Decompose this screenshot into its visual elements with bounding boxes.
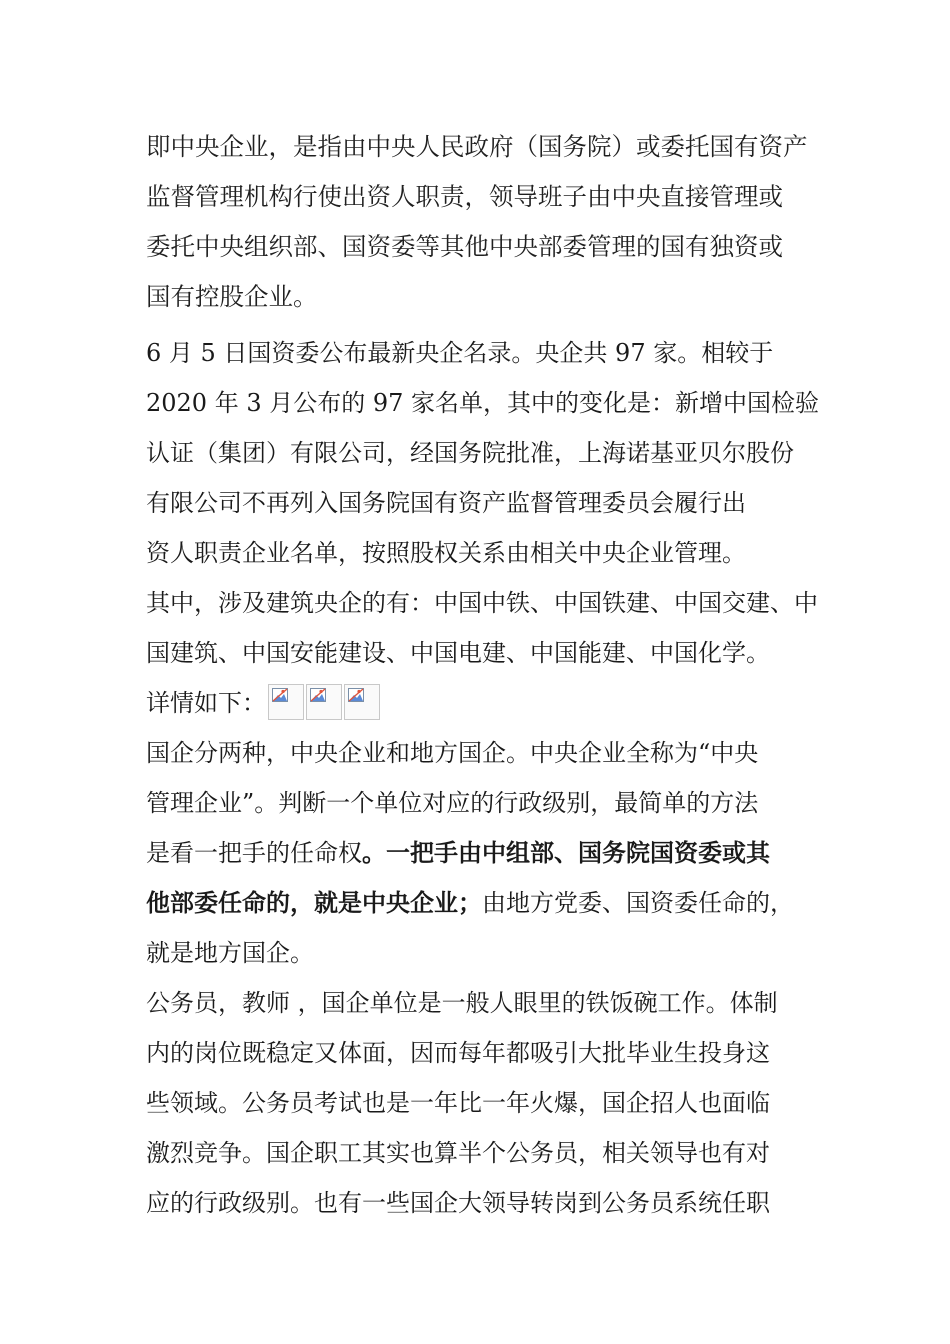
text-line: 2020 年 3 月公布的 97 家名单，其中的变化是：新增中国检验 bbox=[146, 389, 820, 417]
text-run: 由地方党委、国资委任命的， bbox=[482, 889, 794, 917]
text-line: 激烈竞争。国企职工其实也算半个公务员，相关领导也有对 bbox=[146, 1139, 770, 1167]
broken-image-icon[interactable] bbox=[268, 684, 304, 720]
text-line: 监督管理机构行使出资人职责，领导班子由中央直接管理或 bbox=[146, 182, 783, 211]
text-line: 国企分两种，中央企业和地方国企。中央企业全称为“中央 bbox=[146, 739, 759, 767]
text-line: 些领域。公务员考试也是一年比一年火爆，国企招人也面临 bbox=[146, 1089, 770, 1117]
text-line bbox=[146, 878, 810, 928]
paragraph-soe-types bbox=[146, 728, 810, 978]
broken-image-icon[interactable] bbox=[306, 684, 342, 720]
broken-image-icon[interactable] bbox=[344, 684, 380, 720]
text-line: 委托中央组织部、国资委等其他中央部委管理的国有独资或 bbox=[146, 232, 783, 261]
text-line bbox=[146, 828, 810, 878]
text-line: 资人职责企业名单，按照股权关系由相关中央企业管理。 bbox=[146, 539, 746, 567]
text-line: 认证（集团）有限公司，经国务院批准，上海诺基亚贝尔股份 bbox=[146, 439, 794, 467]
details-line bbox=[146, 678, 810, 728]
image-placeholder-group bbox=[268, 684, 382, 720]
text-line: 内的岗位既稳定又体面，因而每年都吸引大批毕业生投身这 bbox=[146, 1039, 770, 1067]
text-line: 就是地方国企。 bbox=[146, 939, 314, 967]
text-line: 有限公司不再列入国务院国有资产监督管理委员会履行出 bbox=[146, 489, 746, 517]
bold-text-run: 他部委任命的，就是中央企业； bbox=[146, 888, 482, 917]
bold-text-run: 。一把手由中组部、国务院国资委或其 bbox=[362, 838, 770, 867]
text-line: 管理企业”。判断一个单位对应的行政级别，最简单的方法 bbox=[146, 789, 759, 817]
paragraph-construction-enterprises bbox=[146, 578, 818, 678]
text-line: 国有控股企业。 bbox=[146, 282, 318, 311]
document-page bbox=[146, 122, 820, 1228]
paragraph-civil-servants bbox=[146, 978, 810, 1228]
text-run: 是看一把手的任命权 bbox=[146, 839, 362, 867]
text-line: 即中央企业，是指由中央人民政府（国务院）或委托国有资产 bbox=[146, 132, 808, 161]
text-line: 其中，涉及建筑央企的有：中国中铁、中国铁建、中国交建、中 bbox=[146, 589, 818, 617]
paragraph-details bbox=[146, 678, 810, 728]
text-line: 应的行政级别。也有一些国企大领导转岗到公务员系统任职 bbox=[146, 1189, 770, 1217]
text-line: 国建筑、中国安能建设、中国电建、中国能建、中国化学。 bbox=[146, 639, 770, 667]
paragraph-sasac-list-update bbox=[146, 328, 820, 578]
text-line: 6 月 5 日国资委公布最新央企名录。央企共 97 家。相较于 bbox=[146, 339, 774, 367]
text-line: 公务员，教师 ，国企单位是一般人眼里的铁饭碗工作。体制 bbox=[146, 989, 778, 1017]
paragraph-central-enterprise-definition bbox=[146, 122, 810, 322]
details-label: 详情如下： bbox=[146, 689, 266, 717]
